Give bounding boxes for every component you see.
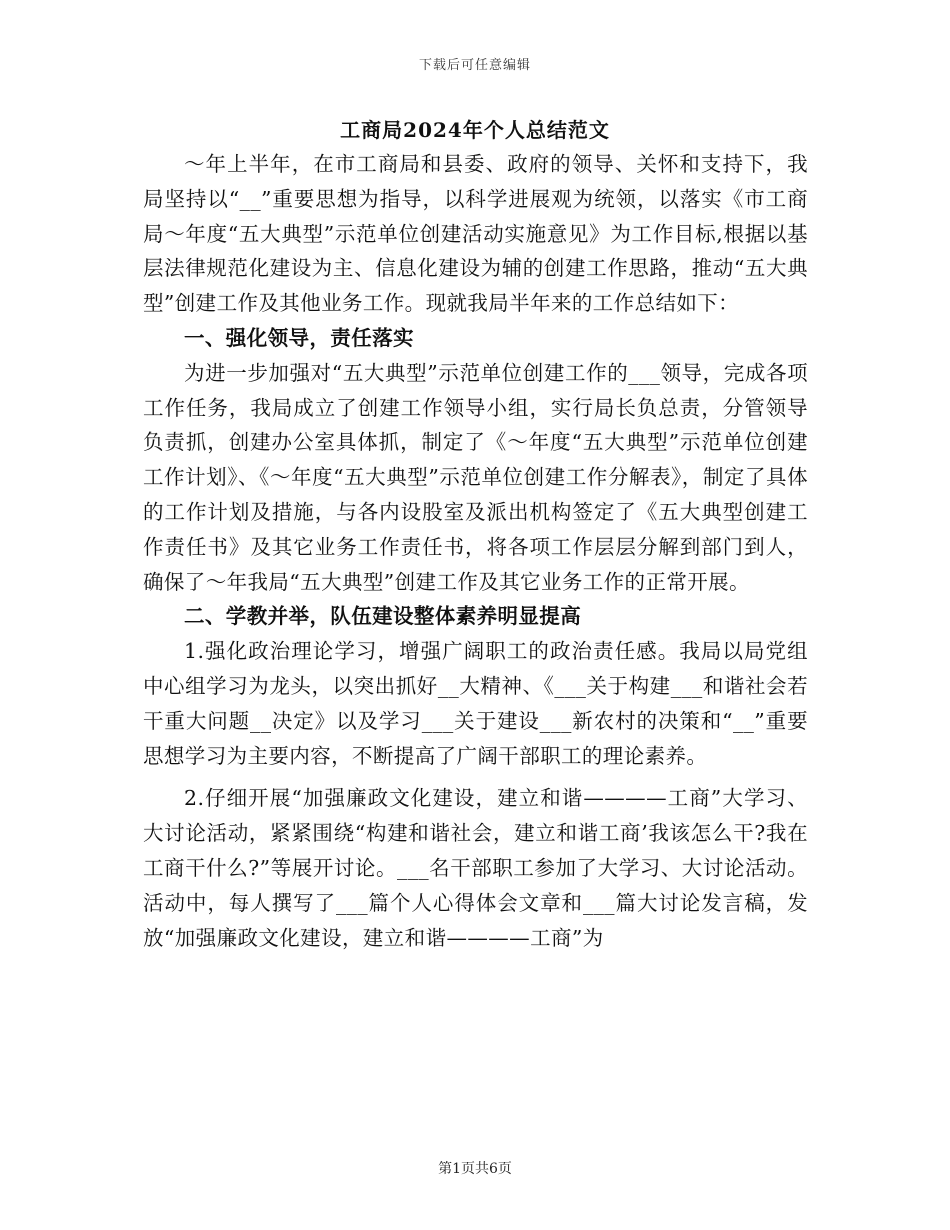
document-body (143, 147, 808, 955)
section-heading-1: 一、强化领导，责任落实 (184, 325, 414, 350)
paragraph-intro: ～年上半年，在市工商局和县委、政府的领导、关怀和支持下，我局坚持以“__”重要思想为指导，以科学进展观为统领，以落实《市工商局～年度“五大典型”示范单位创建活动实施意见》为工作目标,根据以基层法律规范化建设为主、信息化建设为辅的创建工作思路，推动“五大典型”创建工作及其他业务工作。现就我局半年来的工作总结如下： (143, 152, 808, 316)
document-title: 工商局2024年个人总结范文 (340, 118, 610, 142)
paragraph-section-1: 为进一步加强对“五大典型”示范单位创建工作的___领导，完成各项工作任务，我局成立了创建工作领导小组，实行局长负总责，分管领导负责抓，创建办公室具体抓，制定了《～年度“五大典型”示范单位创建工作计划》、《～年度“五大典型”示范单位创建工作分解表》，制定了具体的工作计划及措施，与各内设股室及派出机构签定了《五大典型创建工作责任书》及其它业务工作责任书，将各项工作层层分解到部门到人，确保了～年我局“五大典型”创建工作及其它业务工作的正常开展。 (143, 360, 808, 594)
page-header-note: 下载后可任意编辑 (418, 58, 531, 73)
paragraph-item-2: 2.仔细开展“加强廉政文化建设，建立和谐————工商”大学习、大讨论活动，紧紧围绕“构建和谐社会，建立和谐工商’我该怎么干?我在工商干什么?”等展开讨论。___名干部职工参加了大学习、大讨论活动。活动中，每人撰写了___篇个人心得体会文章和___篇大讨论发言稿，发放“加强廉政文化建设，建立和谐————工商”为 (143, 786, 808, 950)
section-heading-2: 二、学教并举，队伍建设整体素养明显提高 (184, 604, 582, 629)
paragraph-item-1: 1.强化政治理论学习，增强广阔职工的政治责任感。我局以局党组中心组学习为龙头，以突出抓好__大精神、《___关于构建___和谐社会若干重大问题__决定》以及学习___关于建设___新农村的决策和“__”重要思想学习为主要内容，不断提高了广阔干部职工的理论素养。 (143, 639, 808, 768)
page-number-footer: 第1页共6页 (438, 1161, 512, 1177)
